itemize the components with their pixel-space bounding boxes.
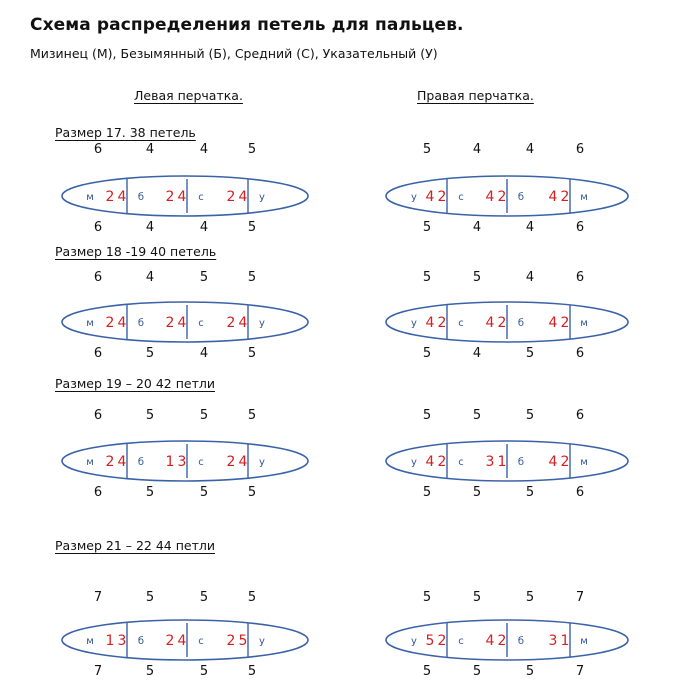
size-3-left-top-count: 6 xyxy=(93,408,103,423)
size-1-right-stitch-a: 4 xyxy=(548,189,558,205)
size-2-right-stitch-a: 4 xyxy=(548,315,558,331)
size-4-left-finger-letter: у xyxy=(259,636,265,647)
size-4-right-stitch-a: 4 xyxy=(485,633,495,649)
size-2-left-finger-letter: б xyxy=(137,318,145,329)
size-1-right-top-count: 5 xyxy=(422,142,432,157)
size-3-left-stitch-b: 4 xyxy=(117,454,127,470)
size-1-left-stitch-a: 2 xyxy=(165,189,175,205)
left-glove-heading: Левая перчатка. xyxy=(134,88,243,103)
size-4-right-stitch-b: 2 xyxy=(497,633,507,649)
size-1-left-stitch-a: 2 xyxy=(226,189,236,205)
size-3-left-stitch-b: 3 xyxy=(177,454,187,470)
size-4-left-bottom-count: 5 xyxy=(199,664,209,679)
size-3-right-bottom-count: 6 xyxy=(575,485,585,500)
size-1-left-finger-letter: с xyxy=(198,192,204,203)
size-1-left-stitch-a: 2 xyxy=(105,189,115,205)
size-1-left-bottom-count: 4 xyxy=(199,220,209,235)
size-3-left-top-count: 5 xyxy=(199,408,209,423)
size-4-right-bottom-count: 5 xyxy=(525,664,535,679)
size-4-right-finger-letter: с xyxy=(458,636,464,647)
size-2-right-top-count: 4 xyxy=(525,270,535,285)
size-3-right-bottom-count: 5 xyxy=(525,485,535,500)
size-1-left-finger-letter: м xyxy=(86,192,94,203)
size-4-right-top-count: 5 xyxy=(525,590,535,605)
size-3-left-finger-letter: с xyxy=(198,457,204,468)
size-2-right-finger-letter: б xyxy=(517,318,525,329)
size-3-left-top-count: 5 xyxy=(247,408,257,423)
size-2-left-stitch-b: 4 xyxy=(117,315,127,331)
size-4-right-bottom-count: 5 xyxy=(472,664,482,679)
size-1-left-bottom-count: 6 xyxy=(93,220,103,235)
size-2-left-stitch-a: 2 xyxy=(165,315,175,331)
size-1-right-bottom-count: 4 xyxy=(472,220,482,235)
size-2-right-finger-letter: у xyxy=(411,318,417,329)
size-4-left-finger-letter: с xyxy=(198,636,204,647)
size-2-right-bottom-count: 6 xyxy=(575,346,585,361)
size-1-left-top-count: 5 xyxy=(247,142,257,157)
size-2-label: Размер 18 -19 40 петель xyxy=(55,244,217,259)
size-2-right-stitch-a: 4 xyxy=(425,315,435,331)
size-3-left-stitch-b: 4 xyxy=(238,454,248,470)
size-1-right-stitch-a: 4 xyxy=(425,189,435,205)
size-2-left-top-count: 4 xyxy=(145,270,155,285)
size-1-right-finger-letter: б xyxy=(517,192,525,203)
size-3-left-finger-letter: у xyxy=(259,457,265,468)
size-2-right-top-count: 5 xyxy=(472,270,482,285)
size-2-left-bottom-count: 4 xyxy=(199,346,209,361)
size-4-left-top-count: 5 xyxy=(145,590,155,605)
size-2-left-stitch-b: 4 xyxy=(238,315,248,331)
size-2-right-top-count: 6 xyxy=(575,270,585,285)
size-3-left-stitch-a: 2 xyxy=(105,454,115,470)
size-1-left-stitch-b: 4 xyxy=(177,189,187,205)
size-3-right-bottom-count: 5 xyxy=(422,485,432,500)
size-3-left-finger-letter: б xyxy=(137,457,145,468)
size-3-left-top-count: 5 xyxy=(145,408,155,423)
size-1-left-bottom-count: 4 xyxy=(145,220,155,235)
size-4-left-stitch-a: 2 xyxy=(226,633,236,649)
size-2-right-bottom-count: 5 xyxy=(525,346,535,361)
size-4-right-bottom-count: 7 xyxy=(575,664,585,679)
size-4-right-stitch-b: 2 xyxy=(437,633,447,649)
size-3-left-finger-letter: м xyxy=(86,457,94,468)
size-1-right-finger-letter: у xyxy=(411,192,417,203)
size-4-left-finger-letter: б xyxy=(137,636,145,647)
size-2-left-finger-letter: м xyxy=(86,318,94,329)
size-4-left-top-count: 5 xyxy=(199,590,209,605)
size-4-right-finger-letter: у xyxy=(411,636,417,647)
size-3-right-finger-letter: м xyxy=(580,457,588,468)
size-4-left-stitch-a: 1 xyxy=(105,633,115,649)
size-3-right-finger-letter: с xyxy=(458,457,464,468)
size-4-left-stitch-b: 5 xyxy=(238,633,248,649)
size-4-right-finger-letter: м xyxy=(580,636,588,647)
size-4-right-stitch-a: 3 xyxy=(548,633,558,649)
size-3-right-top-count: 6 xyxy=(575,408,585,423)
size-2-left-bottom-count: 5 xyxy=(247,346,257,361)
size-4-right-bottom-count: 5 xyxy=(422,664,432,679)
size-4-right-stitch-a: 5 xyxy=(425,633,435,649)
size-1-right-stitch-b: 2 xyxy=(560,189,570,205)
size-3-right-top-count: 5 xyxy=(422,408,432,423)
size-4-left-finger-letter: м xyxy=(86,636,94,647)
size-2-left-bottom-count: 5 xyxy=(145,346,155,361)
size-1-left-finger-letter: у xyxy=(259,192,265,203)
size-3-right-top-count: 5 xyxy=(472,408,482,423)
size-4-right-stitch-b: 1 xyxy=(560,633,570,649)
size-3-right-finger-letter: б xyxy=(517,457,525,468)
size-3-left-bottom-count: 5 xyxy=(145,485,155,500)
size-2-left-top-count: 6 xyxy=(93,270,103,285)
size-4-left-stitch-b: 4 xyxy=(177,633,187,649)
size-2-left-finger-letter: у xyxy=(259,318,265,329)
size-3-right-top-count: 5 xyxy=(525,408,535,423)
size-1-right-stitch-a: 4 xyxy=(485,189,495,205)
size-1-right-top-count: 4 xyxy=(472,142,482,157)
size-2-right-stitch-a: 4 xyxy=(485,315,495,331)
size-2-left-finger-letter: с xyxy=(198,318,204,329)
size-2-right-finger-letter: с xyxy=(458,318,464,329)
page-title: Схема распределения петель для пальцев. xyxy=(30,15,464,35)
size-1-left-top-count: 4 xyxy=(145,142,155,157)
size-2-right-stitch-b: 2 xyxy=(437,315,447,331)
size-2-left-stitch-b: 4 xyxy=(177,315,187,331)
size-1-left-finger-letter: б xyxy=(137,192,145,203)
size-4-left-top-count: 5 xyxy=(247,590,257,605)
size-1-right-finger-letter: м xyxy=(580,192,588,203)
size-1-left-stitch-b: 4 xyxy=(117,189,127,205)
size-1-right-stitch-b: 2 xyxy=(497,189,507,205)
size-1-label: Размер 17. 38 петель xyxy=(55,125,196,140)
size-3-left-stitch-a: 1 xyxy=(165,454,175,470)
size-2-right-stitch-b: 2 xyxy=(497,315,507,331)
size-2-left-top-count: 5 xyxy=(199,270,209,285)
size-1-right-bottom-count: 6 xyxy=(575,220,585,235)
size-4-left-bottom-count: 5 xyxy=(247,664,257,679)
size-4-left-top-count: 7 xyxy=(93,590,103,605)
size-4-left-stitch-a: 2 xyxy=(165,633,175,649)
size-3-left-bottom-count: 5 xyxy=(199,485,209,500)
size-1-right-top-count: 6 xyxy=(575,142,585,157)
size-1-left-stitch-b: 4 xyxy=(238,189,248,205)
size-4-label: Размер 21 – 22 44 петли xyxy=(55,538,215,553)
size-3-right-stitch-a: 4 xyxy=(548,454,558,470)
size-2-right-finger-letter: м xyxy=(580,318,588,329)
size-3-left-stitch-a: 2 xyxy=(226,454,236,470)
size-1-left-bottom-count: 5 xyxy=(247,220,257,235)
size-4-right-top-count: 5 xyxy=(422,590,432,605)
size-4-left-bottom-count: 5 xyxy=(145,664,155,679)
size-3-right-stitch-b: 1 xyxy=(497,454,507,470)
size-3-right-stitch-b: 2 xyxy=(560,454,570,470)
finger-legend: Мизинец (М), Безымянный (Б), Средний (С), Указательный (У) xyxy=(30,46,438,61)
size-2-right-top-count: 5 xyxy=(422,270,432,285)
size-2-left-bottom-count: 6 xyxy=(93,346,103,361)
size-2-right-stitch-b: 2 xyxy=(560,315,570,331)
size-4-right-finger-letter: б xyxy=(517,636,525,647)
size-2-left-top-count: 5 xyxy=(247,270,257,285)
size-1-right-top-count: 4 xyxy=(525,142,535,157)
size-1-left-top-count: 6 xyxy=(93,142,103,157)
size-3-left-bottom-count: 5 xyxy=(247,485,257,500)
size-3-right-stitch-a: 3 xyxy=(485,454,495,470)
size-3-right-finger-letter: у xyxy=(411,457,417,468)
size-1-right-bottom-count: 5 xyxy=(422,220,432,235)
size-4-right-top-count: 7 xyxy=(575,590,585,605)
size-1-right-bottom-count: 4 xyxy=(525,220,535,235)
size-4-left-stitch-b: 3 xyxy=(117,633,127,649)
size-1-right-stitch-b: 2 xyxy=(437,189,447,205)
size-3-right-stitch-a: 4 xyxy=(425,454,435,470)
size-2-left-stitch-a: 2 xyxy=(226,315,236,331)
size-4-right-top-count: 5 xyxy=(472,590,482,605)
size-3-right-stitch-b: 2 xyxy=(437,454,447,470)
size-2-right-bottom-count: 5 xyxy=(422,346,432,361)
size-3-label: Размер 19 – 20 42 петли xyxy=(55,376,215,391)
size-2-left-stitch-a: 2 xyxy=(105,315,115,331)
size-4-left-bottom-count: 7 xyxy=(93,664,103,679)
right-glove-heading: Правая перчатка. xyxy=(417,88,534,103)
size-2-right-bottom-count: 4 xyxy=(472,346,482,361)
size-1-right-finger-letter: с xyxy=(458,192,464,203)
size-3-right-bottom-count: 5 xyxy=(472,485,482,500)
size-3-left-bottom-count: 6 xyxy=(93,485,103,500)
size-1-left-top-count: 4 xyxy=(199,142,209,157)
